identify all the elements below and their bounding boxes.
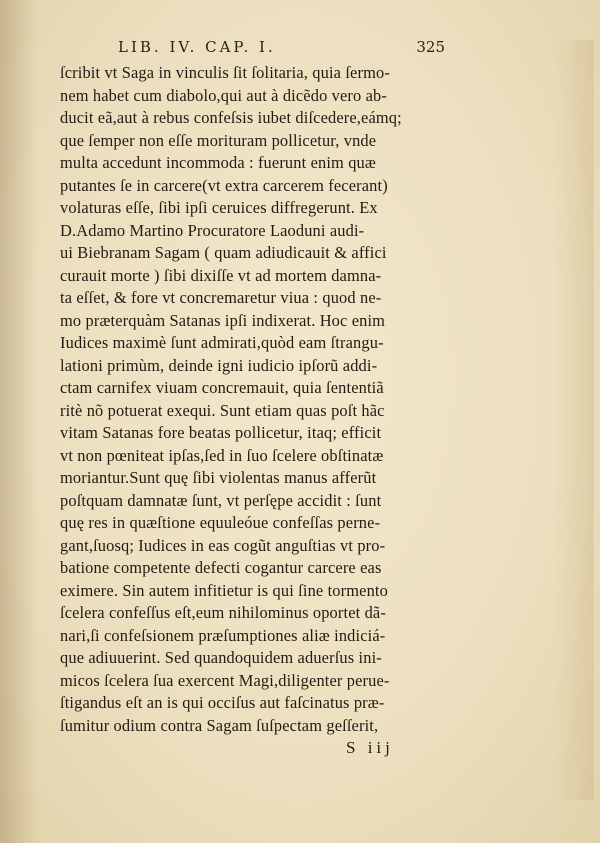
- text-line: ſtigandus eſt an is qui occiſus aut faſcinatus præ-: [60, 693, 385, 712]
- text-line: ſumitur odium contra Sagam ſuſpectam geſſerit,: [60, 715, 379, 735]
- text-line: nem habet cum diabolo,qui aut à dicẽdo vero ab-: [60, 85, 388, 105]
- text-line: poſtquam damnatæ ſunt, vt perſępe accidit : ſunt: [60, 490, 382, 510]
- text-line: putantes ſe in carcere(vt extra carcerem fecerant): [60, 175, 388, 195]
- text-line: vitam Satanas fore beatas pollicetur, itaq; efficit: [60, 423, 382, 442]
- text-line: ctam carnifex viuam concremauit, quia ſententiã: [60, 378, 384, 397]
- text-line: mo præterquàm Satanas ipſi indixerat. Hoc enim: [60, 310, 386, 330]
- text-line: vt non pœniteat ipſas,ſed in ſuo ſcelere obſtinatæ: [60, 445, 384, 465]
- text-line: quę res in quæſtione equuleóue confeſſas perne-: [60, 513, 381, 532]
- text-line: ui Biebranam Sagam ( quam adiudicauit & affici: [60, 243, 387, 262]
- text-line: ta eſſet, & fore vt concremaretur viua : quod ne-: [60, 288, 382, 307]
- signature-mark: S iij: [346, 738, 394, 757]
- text-line: lationi primùm, deinde igni iudicio ipſorũ addi-: [60, 355, 378, 375]
- text-line: D.Adamo Martino Procuratore Laoduni audi-: [60, 220, 365, 240]
- page-number: 325: [416, 38, 445, 56]
- page-edge-stain: [554, 40, 594, 800]
- text-line: eximere. Sin autem infitietur is qui ſine tormento: [60, 580, 388, 600]
- body-text: [60, 62, 450, 737]
- text-line: ritè nõ potuerat exequi. Sunt etiam quas poſt hãc: [60, 400, 385, 420]
- text-line: batione competente defecti cogantur carcere eas: [60, 558, 382, 577]
- text-line: curauit morte ) ſibi dixiſſe vt ad mortem damna-: [60, 265, 382, 285]
- text-line: gant,ſuosq; Iudices in eas cogũt anguſtias vt pro-: [60, 535, 386, 555]
- text-line: que ſemper non eſſe morituram pollicetur, vnde: [60, 130, 377, 150]
- text-line: multa accedunt incommoda : fuerunt enim quæ: [60, 153, 376, 172]
- text-line: ſcelera confeſſus eſt,eum nihilominus oportet dã-: [60, 603, 386, 622]
- text-line: moriantur.Sunt quę ſibi violentas manus afferũt: [60, 468, 377, 487]
- text-line: nari,ſi confeſsionem præſumptiones aliæ indiciá-: [60, 625, 386, 645]
- text-line: volaturas eſſe, ſibi ipſi ceruices diffregerunt. Ex: [60, 198, 378, 217]
- text-line: ſcribit vt Saga in vinculis ſit ſolitaria, quia ſermo-: [60, 63, 390, 82]
- text-line: ducit eã,aut à rebus confeſsis iubet diſcedere,eámq;: [60, 108, 402, 127]
- gutter-shadow: [0, 0, 38, 843]
- running-head: LIB. IV. CAP. I.: [118, 38, 276, 56]
- text-line: micos ſcelera ſua exercent Magi,diligenter perue-: [60, 670, 390, 690]
- text-line: que adiuuerint. Sed quandoquidem aduerſus ini-: [60, 648, 382, 667]
- text-line: Iudices maximè ſunt admirati,quòd eam ſtrangu-: [60, 333, 384, 352]
